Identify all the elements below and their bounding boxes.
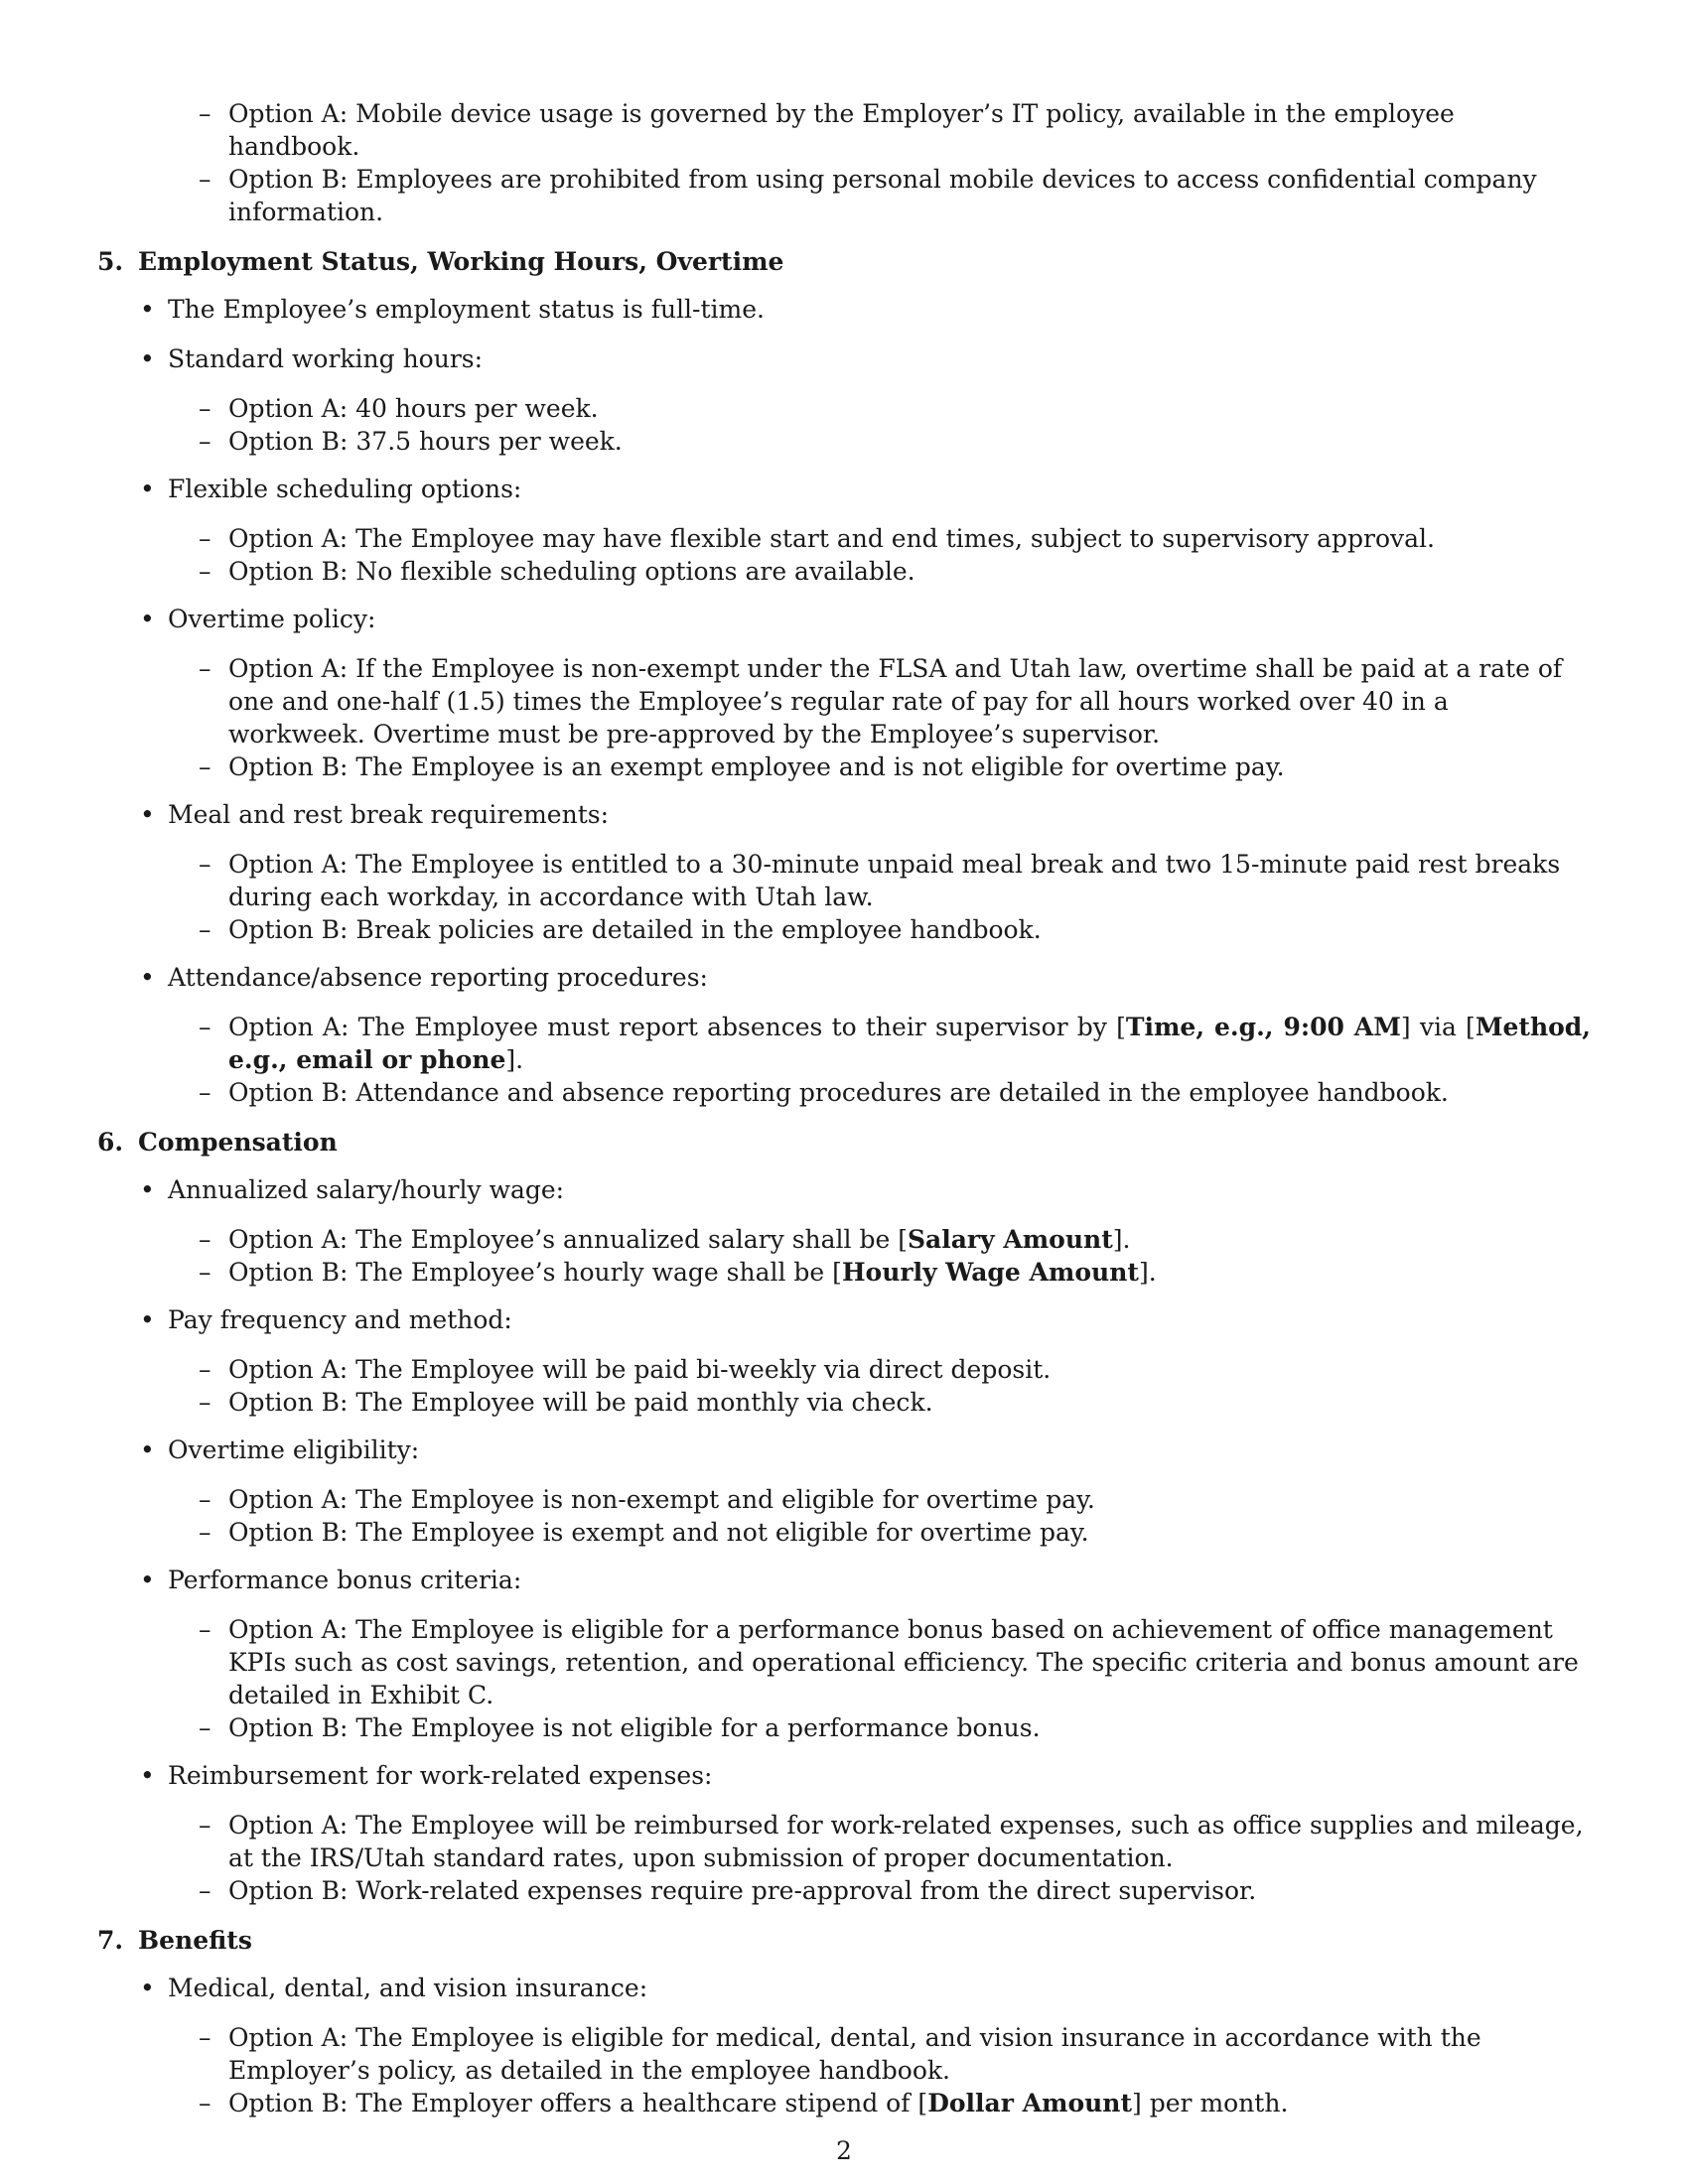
placeholder-hourly-wage: Hourly Wage Amount — [841, 1258, 1139, 1287]
list-item: – Option B: The Employee will be paid monthly via check. — [97, 1386, 1591, 1419]
list-item: • Medical, dental, and vision insurance: — [97, 1972, 1591, 2004]
list-item: – Option A: The Employee is eligible for medical, dental, and vision insurance in accordance with the Employer’s policy, as detailed in the employee handbook. — [97, 2021, 1591, 2087]
bullet-block — [97, 1759, 1591, 1907]
bullet-block — [97, 798, 1591, 946]
list-item: – Option B: Employees are prohibited from using personal mobile devices to access confidential company information. — [97, 163, 1591, 228]
bullet-block — [97, 473, 1591, 588]
list-item: • Reimbursement for work-related expenses: — [97, 1759, 1591, 1792]
list-item: – Option B: The Employee is an exempt employee and is not eligible for overtime pay. — [97, 751, 1591, 783]
list-item: – Option B: The Employee is not eligible for a performance bonus. — [97, 1711, 1591, 1744]
option-list — [97, 1613, 1591, 1744]
list-item — [97, 1256, 1591, 1289]
option-text: ] per month. — [1132, 2089, 1289, 2117]
bullet-block — [97, 1173, 1591, 1289]
section-number: 7. — [97, 1926, 124, 1955]
list-item: • Overtime eligibility: — [97, 1433, 1591, 1466]
list-item: • Annualized salary/hourly wage: — [97, 1173, 1591, 1206]
option-list — [97, 1809, 1591, 1907]
list-item: • Meal and rest break requirements: — [97, 798, 1591, 831]
list-item — [97, 1223, 1591, 1256]
section-heading — [97, 1126, 1591, 1159]
placeholder-time: Time, e.g., 9:00 AM — [1125, 1013, 1401, 1041]
option-text: ]. — [1138, 1258, 1157, 1287]
list-item: • Flexible scheduling options: — [97, 473, 1591, 505]
list-item: • Attendance/absence reporting procedures: — [97, 961, 1591, 994]
option-text: ]. — [505, 1045, 524, 1074]
continued-options — [97, 97, 1591, 228]
option-list — [97, 2021, 1591, 2119]
option-list — [97, 1011, 1591, 1109]
option-text: Option B: The Employer offers a healthcare stipend of [ — [228, 2089, 928, 2117]
list-item — [97, 1011, 1591, 1076]
option-list — [97, 1353, 1591, 1419]
placeholder-method: Method, e.g., email or phone — [228, 1013, 1591, 1074]
list-item: – Option A: If the Employee is non-exempt under the FLSA and Utah law, overtime shall be paid at a rate of one and one-half (1.5) times the Employee’s regular rate of pay for all hours worked over 40 in a workweek. Overtime must be pre-approved by the Employee’s supervisor. — [97, 652, 1591, 751]
list-item: – Option A: The Employee may have flexible start and end times, subject to supervisory approval. — [97, 522, 1591, 555]
list-item: – Option B: Attendance and absence reporting procedures are detailed in the employee handbook. — [97, 1076, 1591, 1109]
list-item — [97, 2087, 1591, 2119]
option-text: ]. — [1112, 1225, 1131, 1254]
option-text: Option A: The Employee’s annualized salary shall be [ — [228, 1225, 908, 1254]
list-item: – Option B: 37.5 hours per week. — [97, 425, 1591, 458]
option-list — [97, 848, 1591, 946]
option-list — [97, 652, 1591, 783]
list-item: – Option A: The Employee will be reimbursed for work-related expenses, such as office supplies and mileage, at the IRS/Utah standard rates, upon submission of proper documentation. — [97, 1809, 1591, 1874]
list-item: • Overtime policy: — [97, 603, 1591, 635]
placeholder-dollar-amount: Dollar Amount — [927, 2089, 1133, 2117]
option-list — [97, 522, 1591, 588]
bullet-block — [97, 1972, 1591, 2119]
list-item: – Option A: Mobile device usage is governed by the Employer’s IT policy, available in the employee handbook. — [97, 97, 1591, 163]
section-heading — [97, 245, 1591, 278]
list-item: – Option A: The Employee is non-exempt and eligible for overtime pay. — [97, 1483, 1591, 1516]
bullet-block — [97, 1433, 1591, 1549]
list-item: – Option B: No flexible scheduling options are available. — [97, 555, 1591, 588]
option-text: ] via [ — [1400, 1013, 1476, 1041]
list-item: • The Employee’s employment status is full-time. — [97, 293, 1591, 326]
option-text: Option B: The Employee’s hourly wage shall be [ — [228, 1258, 842, 1287]
placeholder-salary: Salary Amount — [907, 1225, 1113, 1254]
list-item: – Option A: The Employee will be paid bi-weekly via direct deposit. — [97, 1353, 1591, 1386]
list-item: – Option A: 40 hours per week. — [97, 392, 1591, 425]
option-list — [97, 1223, 1591, 1289]
bullet-block — [97, 1303, 1591, 1419]
option-list — [97, 1483, 1591, 1549]
list-item: – Option B: The Employee is exempt and not eligible for overtime pay. — [97, 1516, 1591, 1549]
list-item: – Option A: The Employee is eligible for a performance bonus based on achievement of office management KPIs such as cost savings, retention, and operational efficiency. The specific criteria and bonus amount are detailed in Exhibit C. — [97, 1613, 1591, 1711]
list-item: • Standard working hours: — [97, 342, 1591, 375]
section-title: Employment Status, Working Hours, Overtime — [138, 247, 784, 276]
option-list — [97, 392, 1591, 458]
bullet-block — [97, 342, 1591, 458]
section-title: Compensation — [138, 1128, 338, 1157]
section-number: 5. — [97, 247, 124, 276]
list-item: • Pay frequency and method: — [97, 1303, 1591, 1336]
list-item: • Performance bonus criteria: — [97, 1564, 1591, 1596]
bullet-block — [97, 603, 1591, 783]
section-title: Benefits — [138, 1926, 252, 1955]
page-content — [97, 97, 1591, 2134]
bullet-block — [97, 1564, 1591, 1744]
page-number: 2 — [836, 2136, 852, 2165]
list-item: – Option B: Break policies are detailed in the employee handbook. — [97, 913, 1591, 946]
bullet-block — [97, 961, 1591, 1109]
list-item: – Option B: Work-related expenses require pre-approval from the direct supervisor. — [97, 1874, 1591, 1907]
list-item: – Option A: The Employee is entitled to a 30-minute unpaid meal break and two 15-minute paid rest breaks during each workday, in accordance with Utah law. — [97, 848, 1591, 913]
option-text: Option A: The Employee must report absences to their supervisor by [ — [228, 1013, 1126, 1041]
section-heading — [97, 1924, 1591, 1957]
section-number: 6. — [97, 1128, 124, 1157]
